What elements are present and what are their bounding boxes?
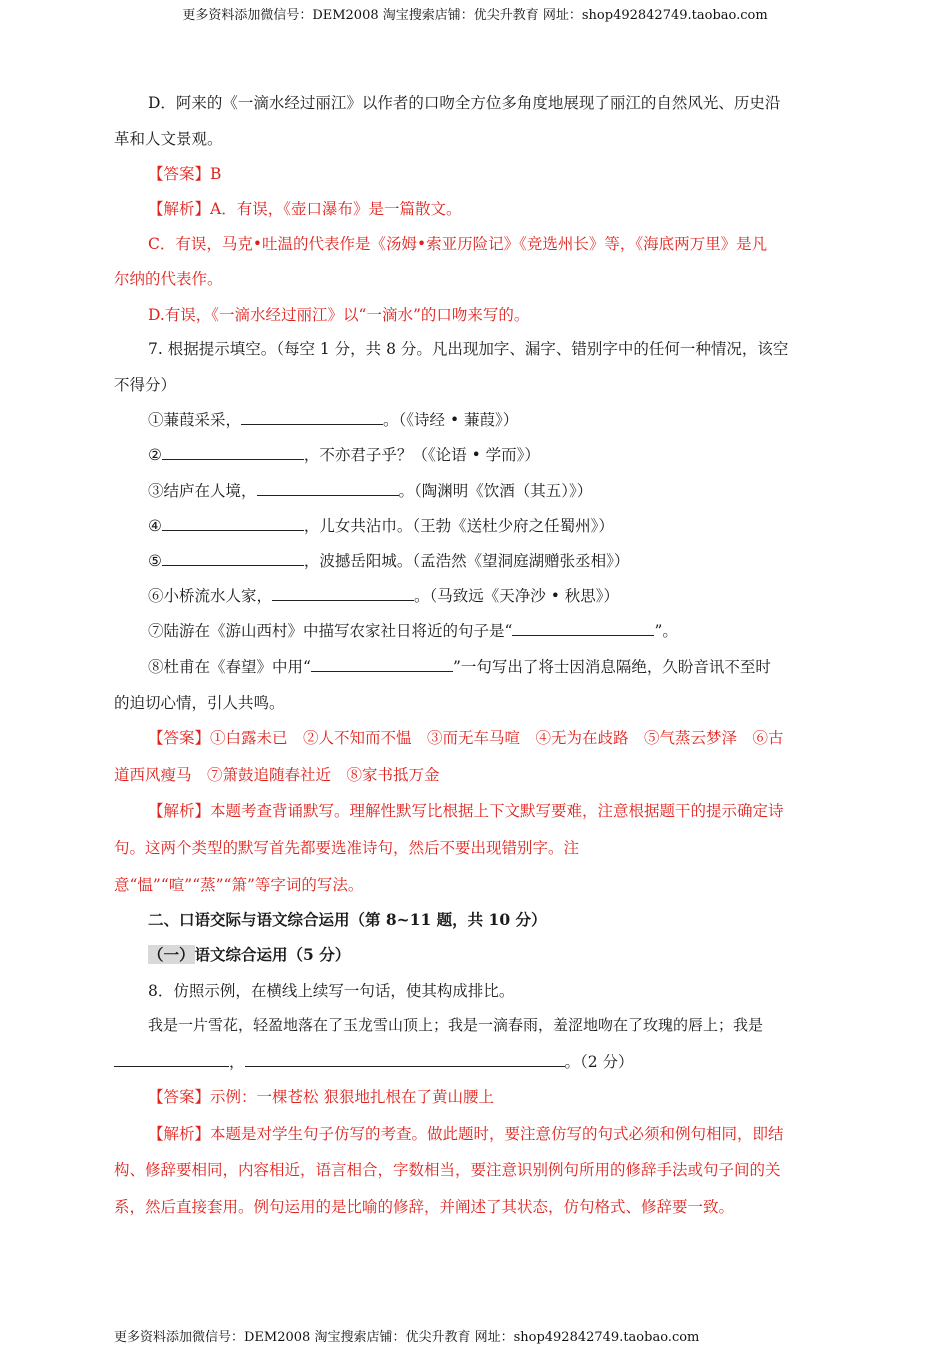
q8-analysis-line3: 系，然后直接套用。例句运用的是比喻的修辞，并阐述了其状态，仿句格式、修辞要一致。 xyxy=(114,1198,735,1216)
section-2-sub-number: （一） xyxy=(148,945,195,964)
q7-item-2-pre: ② xyxy=(148,446,162,464)
q7-analysis-line1 xyxy=(148,800,836,822)
q8-blank-post: 。（2 分） xyxy=(564,1053,634,1071)
answer-tag: 【答案】 xyxy=(148,729,211,747)
section-2-subtitle xyxy=(148,944,836,966)
fill-blank xyxy=(241,410,383,425)
q7-item-1 xyxy=(148,409,836,431)
q7-answer-line1 xyxy=(148,727,836,749)
page-header: 更多资料添加微信号：DEM2008 淘宝搜索店铺：优尖升教育 网址：shop492842749.taobao.com xyxy=(182,8,768,23)
q6-analysis-a xyxy=(148,198,836,220)
q7-item-6-post: 。（马致远《天净沙 • 秋思》） xyxy=(414,587,620,605)
q7-item-7 xyxy=(148,620,836,642)
fill-blank xyxy=(512,621,654,636)
q6-option-d-line1: D．阿来的《一滴水经过丽江》以作者的口吻全方位多角度地展现了丽江的自然风光、历史沿 xyxy=(148,94,781,112)
q7-stem-line2: 不得分） xyxy=(114,376,177,394)
q6-answer-text: B xyxy=(210,165,222,183)
q7-analysis-line2: 句。这两个类型的默写首先都要选准诗句，然后不要出现错别字。注 xyxy=(114,839,580,857)
fill-blank xyxy=(162,551,304,566)
q7-item-8-post: ”一句写出了将士因消息隔绝，久盼音讯不至时 xyxy=(452,658,771,676)
q7-item-4-post: ，儿女共沾巾。（王勃《送杜少府之任蜀州》） xyxy=(303,517,614,535)
fill-blank xyxy=(311,657,453,672)
q6-option-d-line2: 革和人文景观。 xyxy=(114,130,223,148)
q7-item-6 xyxy=(148,585,836,607)
q8-example: 我是一片雪花，轻盈地落在了玉龙雪山顶上；我是一滴春雨，羞涩地吻在了玫瑰的唇上；我是 xyxy=(148,1016,764,1034)
q7-item-2-post: ，不亦君子乎？（《论语 • 学而》） xyxy=(303,446,540,464)
q7-item-1-post: 。（《诗经 • 蒹葭》） xyxy=(383,411,519,429)
q7-item-8-line2: 的迫切心情，引人共鸣。 xyxy=(114,694,285,712)
fill-blank xyxy=(245,1052,565,1067)
q6-analysis-c-line2: 尔纳的代表作。 xyxy=(114,270,223,288)
q6-analysis-d: D.有误，《一滴水经过丽江》以“一滴水”的口吻来写的。 xyxy=(148,306,530,324)
q8-answer xyxy=(148,1086,836,1108)
q7-item-8 xyxy=(148,656,836,678)
q8-analysis-line2: 构、修辞要相同，内容相近，语言相合，字数相当，要注意识别例句所用的修辞手法或句子间的关 xyxy=(114,1161,781,1179)
fill-blank xyxy=(162,445,304,460)
q7-item-4-pre: ④ xyxy=(148,517,162,535)
fill-blank xyxy=(257,481,399,496)
q7-item-5 xyxy=(148,550,836,572)
page-footer: 更多资料添加微信号：DEM2008 淘宝搜索店铺：优尖升教育 网址：shop492842749.taobao.com xyxy=(114,1330,700,1345)
q7-analysis-text: 本题考查背诵默写。理解性默写比根据上下文默写要难，注意根据题干的提示确定诗 xyxy=(210,802,784,820)
q7-item-3 xyxy=(148,480,836,502)
analysis-tag: 【解析】 xyxy=(148,802,211,820)
q7-analysis-line3: 意“愠”“喧”“蒸”“箫”等字词的写法。 xyxy=(114,876,364,894)
q7-item-3-pre: ③结庐在人境， xyxy=(148,482,257,500)
section-2-sub-text: 语文综合运用（5 分） xyxy=(194,945,351,964)
fill-blank xyxy=(272,586,414,601)
q7-item-1-pre: ①蒹葭采采， xyxy=(148,411,242,429)
q7-item-5-pre: ⑤ xyxy=(148,552,162,570)
q7-stem-line1: 7. 根据提示填空。（每空 1 分，共 8 分。凡出现加字、漏字、错别字中的任何一种情况，该空 xyxy=(148,340,789,358)
q7-item-7-pre: ⑦陆游在《游山西村》中描写农家社日将近的句子是“ xyxy=(148,622,513,640)
q7-answer-text: ①白露未已 ②人不知而不愠 ③而无车马喧 ④无为在歧路 ⑤气蒸云梦泽 ⑥古 xyxy=(210,729,784,747)
q8-blank-line xyxy=(114,1051,836,1073)
q8-analysis-line1 xyxy=(148,1123,836,1145)
q7-item-7-post: ”。 xyxy=(654,622,678,640)
q7-item-2 xyxy=(148,444,836,466)
answer-tag: 【答案】 xyxy=(148,1088,211,1106)
q7-item-3-post: 。（陶渊明《饮酒（其五）》） xyxy=(398,482,593,500)
q7-answer-line2: 道西风瘦马 ⑦箫鼓追随春社近 ⑧家书抵万金 xyxy=(114,766,440,784)
answer-tag: 【答案】 xyxy=(148,165,211,183)
fill-blank xyxy=(162,516,304,531)
q7-item-8-pre: ⑧杜甫在《春望》中用“ xyxy=(148,658,311,676)
q7-item-6-pre: ⑥小桥流水人家， xyxy=(148,587,273,605)
section-2-title: 二、口语交际与语文综合运用（第 8~11 题，共 10 分） xyxy=(148,910,547,929)
q7-item-5-post: ，波撼岳阳城。（孟浩然《望洞庭湖赠张丞相》） xyxy=(303,552,630,570)
q8-answer-text: 示例：一棵苍松 狠狠地扎根在了黄山腰上 xyxy=(210,1088,494,1106)
analysis-tag: 【解析】 xyxy=(148,1125,211,1143)
analysis-tag: 【解析】 xyxy=(148,200,211,218)
fill-blank xyxy=(114,1052,229,1067)
q8-stem: 8．仿照示例，在横线上续写一句话，使其构成排比。 xyxy=(148,982,515,1000)
q6-analysis-c-line1: C．有误，马克•吐温的代表作是《汤姆•索亚历险记》《竞选州长》等，《海底两万里》是凡 xyxy=(148,235,768,253)
q8-analysis-text: 本题是对学生句子仿写的考查。做此题时，要注意仿写的句式必须和例句相同，即结 xyxy=(210,1125,784,1143)
q6-answer xyxy=(148,163,836,185)
q6-analysis-a-text: A．有误，《壶口瀑布》是一篇散文。 xyxy=(210,200,462,218)
q7-item-4 xyxy=(148,515,836,537)
q8-blank-separator: ， xyxy=(229,1053,245,1071)
